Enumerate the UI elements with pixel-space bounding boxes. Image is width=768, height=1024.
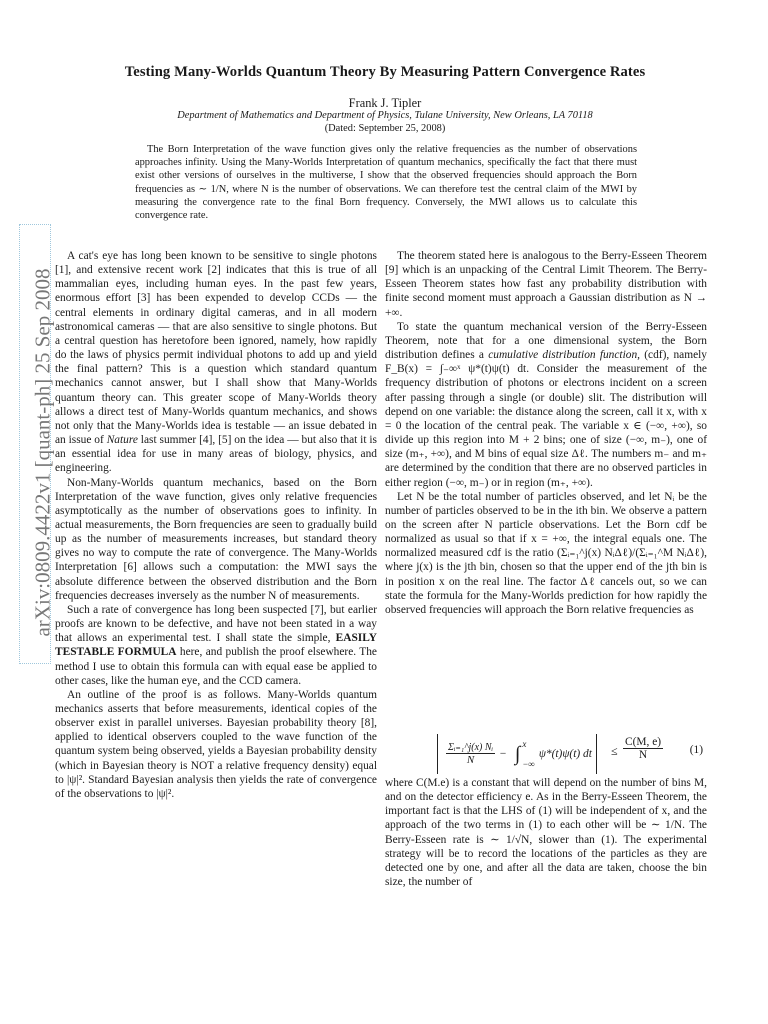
integral-sign: ∫ — [514, 742, 521, 765]
right-column-continued — [385, 776, 707, 889]
leq-sign: ≤ — [611, 744, 618, 758]
paper-date: (Dated: September 25, 2008) — [324, 123, 446, 134]
equation-number: (1) — [689, 744, 703, 756]
paper-author: Frank J. Tipler — [348, 96, 422, 110]
equation-rhs — [623, 736, 663, 761]
integrand: ψ*(t)ψ(t) dt — [538, 748, 592, 760]
sum-denominator: N — [466, 754, 475, 766]
paragraph — [385, 320, 707, 490]
paragraph — [55, 249, 377, 476]
emphasis-text: EASILY TESTABLE FORMULA — [55, 632, 377, 659]
paragraph: Let N be the total number of particles observed, and let Nᵢ be the number of particles observed to be in the ith bin. We observe a pattern on the screen after N particle observations. Let the Born cdf be normalized as usual so that if x = +∞, the integral equals one. The normalized measured cdf is the ratio (Σᵢ₌₁^j(x) NᵢΔℓ)/(Σᵢ₌₁^M NᵢΔℓ), where j(x) is the jth bin, chosen so that the upper end of the jth bin is in position x on the real line. The factor Δℓ cancels out, so we can state the formula for the Many-Worlds prediction for how rapidly the observed frequencies will approach the Born relative frequencies as — [385, 490, 707, 616]
integral-limits — [522, 739, 535, 769]
paragraph-text: A cat's eye has long been known to be sensitive to single photons [1], and extensive recent work [2] indicates that this is true of all mammalian eyes, including human eyes. In the past few years, enormous effort [3] has been expended to develop CCDs — the central elements in ordinary digital cameras, and in all modern astronomical cameras — that are also sensitive to single photons. But a central question has heretofore been ignored, namely, how rapidly do the laws of physics permit individual photons to add up and yield the final pattern? This is a question which standard quantum mechanics cannot answer, but I shall show that Many-Worlds quantum theory can. This greater scope of Many-Worlds theory allows a direct test of Many-Worlds quantum mechanics, and shows not only that the Many-Worlds idea is testable — an issue debated in an issue of — [55, 250, 377, 447]
right-column — [385, 249, 707, 617]
rhs-numerator: C(M, e) — [625, 736, 662, 748]
paragraph: An outline of the proof is as follows. Many-Worlds quantum mechanics asserts that before measurements, identical copies of the observer exist in parallel universes. Bayesian probability theory [8], applied to identical observers coupled to the wave function of the quantum system being observed, yields a Bayesian probability density (which in Bayesian theory is NOT a relative frequency density) equal to |ψ|². Standard Bayesian analysis then yields the rate of convergence of the observations to |ψ|². — [55, 688, 377, 800]
term-italic: cumulative distribution function, — [488, 349, 641, 362]
minus-sign: − — [499, 748, 507, 760]
paper-affiliation: Department of Mathematics and Department of Physics, Tulane University, New Orleans, LA 70118 — [177, 110, 593, 121]
paragraph-text: here, and publish the proof elsewhere. The method I use to obtain this formula can with equal ease be applied to other cases, like the human eye, and the CCD camera. — [55, 646, 377, 687]
paragraph — [55, 603, 377, 688]
left-column — [55, 249, 377, 801]
equation-lhs — [437, 734, 597, 774]
arxiv-identifier: arXiv:0809.4422v1 [quant-ph] 25 Sep 2008 — [30, 268, 55, 637]
paper-title: Testing Many-Worlds Quantum Theory By Measuring Pattern Convergence Rates — [124, 64, 646, 80]
paragraph: Non-Many-Worlds quantum mechanics, based on the Born Interpretation of the wave function, gives only relative frequencies asymptotically as the number of observations goes to infinity. In actual measurements, the Born frequencies are seen to gradually build up as the number of measurements increases, but standard theory gives no way to compute the rate of convergence. The Many-Worlds Interpretation [6] allows such a computation: the MWI says the absolute difference between the observed distribution and the Born frequencies decreases inversely as the number N of measurements. — [55, 476, 377, 602]
abstract: The Born Interpretation of the wave function gives only the relative frequencies as the number of observations approaches infinity. Using the Many-Worlds Interpretation of quantum mechanics, specifically the fact that there must exist other versions of ourselves in the multiverse, I show that the observed frequencies should approach the Born frequencies as ∼ 1/N, where N is the number of observations. We can therefore test the central claim of the MWI by measuring the convergence rate to the final Born frequency. Conversely, the MWI allows us to calculate this convergence rate. — [135, 144, 637, 222]
integral-upper-limit: x — [522, 739, 527, 749]
paragraph-text: To state the quantum mechanical version of the Berry-Esseen Theorem, note that for a one dimensional system, the Born distribution defines a — [385, 320, 707, 362]
equation-1 — [385, 732, 707, 776]
journal-name: Nature — [106, 434, 138, 447]
integral-lower-limit: −∞ — [522, 759, 535, 769]
paragraph-text: last summer [4], [5] on the idea — but also that it is an essential idea for use in many areas of biology, physics, and engineering. — [55, 434, 377, 475]
paragraph-text: (cdf), namely F_B(x) = ∫₋∞ˣ ψ*(t)ψ(t) dt. Consider the measurement of the frequency distribution of photons or electrons incident on a screen after passing through a single (or double) slit. The distribution will depend on one variable: the distance along the screen, call it x, with x = 0 the location of the central peak. The variable x ∈ (−∞, +∞), so divide up this region into M + 2 bins; one of size (−∞, m₋), one of size (m₊, +∞), and M bins of equal size Δℓ. The numbers m₋ and m₊ are determined by the condition that there are no observed particles in either region (−∞, m₋) or in region (m₊, +∞). — [385, 349, 708, 489]
rhs-denominator: N — [638, 749, 648, 761]
paragraph: where C(M.e) is a constant that will depend on the number of bins M, and on the detector efficiency e. As in the Berry-Esseen Theorem, the important fact is that the LHS of (1) will be independent of x, and the approach of the two terms in (1) to each other will be ∼ 1/N. The Berry-Esseen rate is ∼ 1/√N, slower than (1). The experimental strategy will be to record the locations of the particles as they are detected one by one, and after all the data are taken, choose the bin size, the number of — [385, 777, 707, 889]
sum-numerator: Σᵢ₌₁^j(x) Nᵢ — [448, 742, 494, 753]
paragraph: The theorem stated here is analogous to the Berry-Esseen Theorem [9] which is an unpacking of the Central Limit Theorem. The Berry-Esseen Theorem states how fast any probability distribution with finite second moment must approach a Gaussian distribution as N → +∞. — [385, 250, 707, 319]
paragraph-text: Such a rate of convergence has long been suspected [7], but earlier proofs are known to be defective, and have not been stated in a way that allows an experimental test. I shall state the simple, — [55, 603, 377, 645]
sum-fraction — [446, 742, 495, 766]
